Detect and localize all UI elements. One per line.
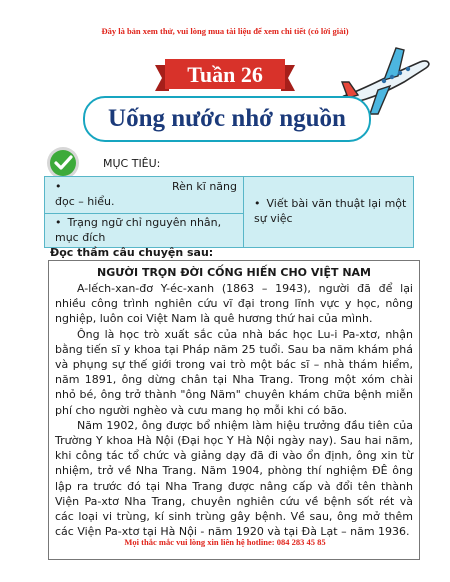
lesson-title: Uống nước nhớ nguồn [83, 96, 371, 142]
story-paragraph: Năm 1902, ông được bổ nhiệm làm hiệu trưởng đầu tiên của Trường Y khoa Hà Nội (Đại học Y Hà Nội ngày nay). Sau hai năm, khi công tác tổ chức và giảng dạy đã đi vào ổn định, ông xin từ nhiệm, trở về Nha Trang. Năm 1904, phòng thí nghiệm ĐÊ ông lập ra trước đó tại Nha Trang được nâng cấp và đổi tên thành Viện Pa-xtơ Nha Trang, chuyên nghiên cứu về bệnh sốt rét và các loại vi trùng, kí sinh trùng gây bệnh. Về sau, ông mở thêm các Viện Pa-xtơ tại Hà Nội - năm 1920 và tại Đà Lạt – năm 1936. [55, 418, 413, 539]
objective-item: • Rèn kĩ năng đọc – hiểu. [44, 176, 244, 214]
footer-notice: Mọi thắc mắc vui lòng xin liên hệ hotline: 084 283 45 85 [124, 537, 326, 547]
objective-item: • Viết bài văn thuật lại một sự việc [243, 176, 414, 248]
objectives-label: MỤC TIÊU: [103, 157, 161, 170]
reading-instruction: Đọc thầm câu chuyện sau: [50, 246, 214, 259]
story-paragraph: A-lếch-xan-đơ Y-éc-xanh (1863 – 1943), người đã để lại nhiều công trình nghiên cứu vĩ đại trong lĩnh vực y học, nông nghiệp, luôn coi Việt Nam là quê hương thứ hai của mình. [55, 282, 413, 326]
checkmark-icon [46, 146, 80, 180]
story-title: NGƯỜI TRỌN ĐỜI CỐNG HIẾN CHO VIỆT NAM [97, 266, 371, 279]
header-notice: Đây là bản xem thử, vui lòng mua tài liệu để xem chi tiết (có lời giải) [101, 26, 349, 36]
objective-item: • Trạng ngữ chỉ nguyên nhân, mục đích [44, 213, 244, 248]
story-paragraph: Ông là học trò xuất sắc của nhà bác học Lu-i Pa-xtơ, nhận bằng tiến sĩ y khoa tại Pháp năm 25 tuổi. Sau ba năm khám phá và phụng sự thế giới trong vai trò một bác sĩ – nhà thám hiểm, năm 1891, ông dừng chân tại Nha Trang. Trong một xóm chài nhỏ bé, ông trở thành "ông Năm" chuyên khám chữa bệnh miễn phí cho người nghèo và cưu mang họ mỗi khi có bão. [55, 327, 413, 417]
week-label: Tuần 26 [187, 62, 263, 87]
objectives-table [44, 176, 414, 248]
story-box [48, 260, 420, 560]
week-ribbon [155, 57, 295, 93]
